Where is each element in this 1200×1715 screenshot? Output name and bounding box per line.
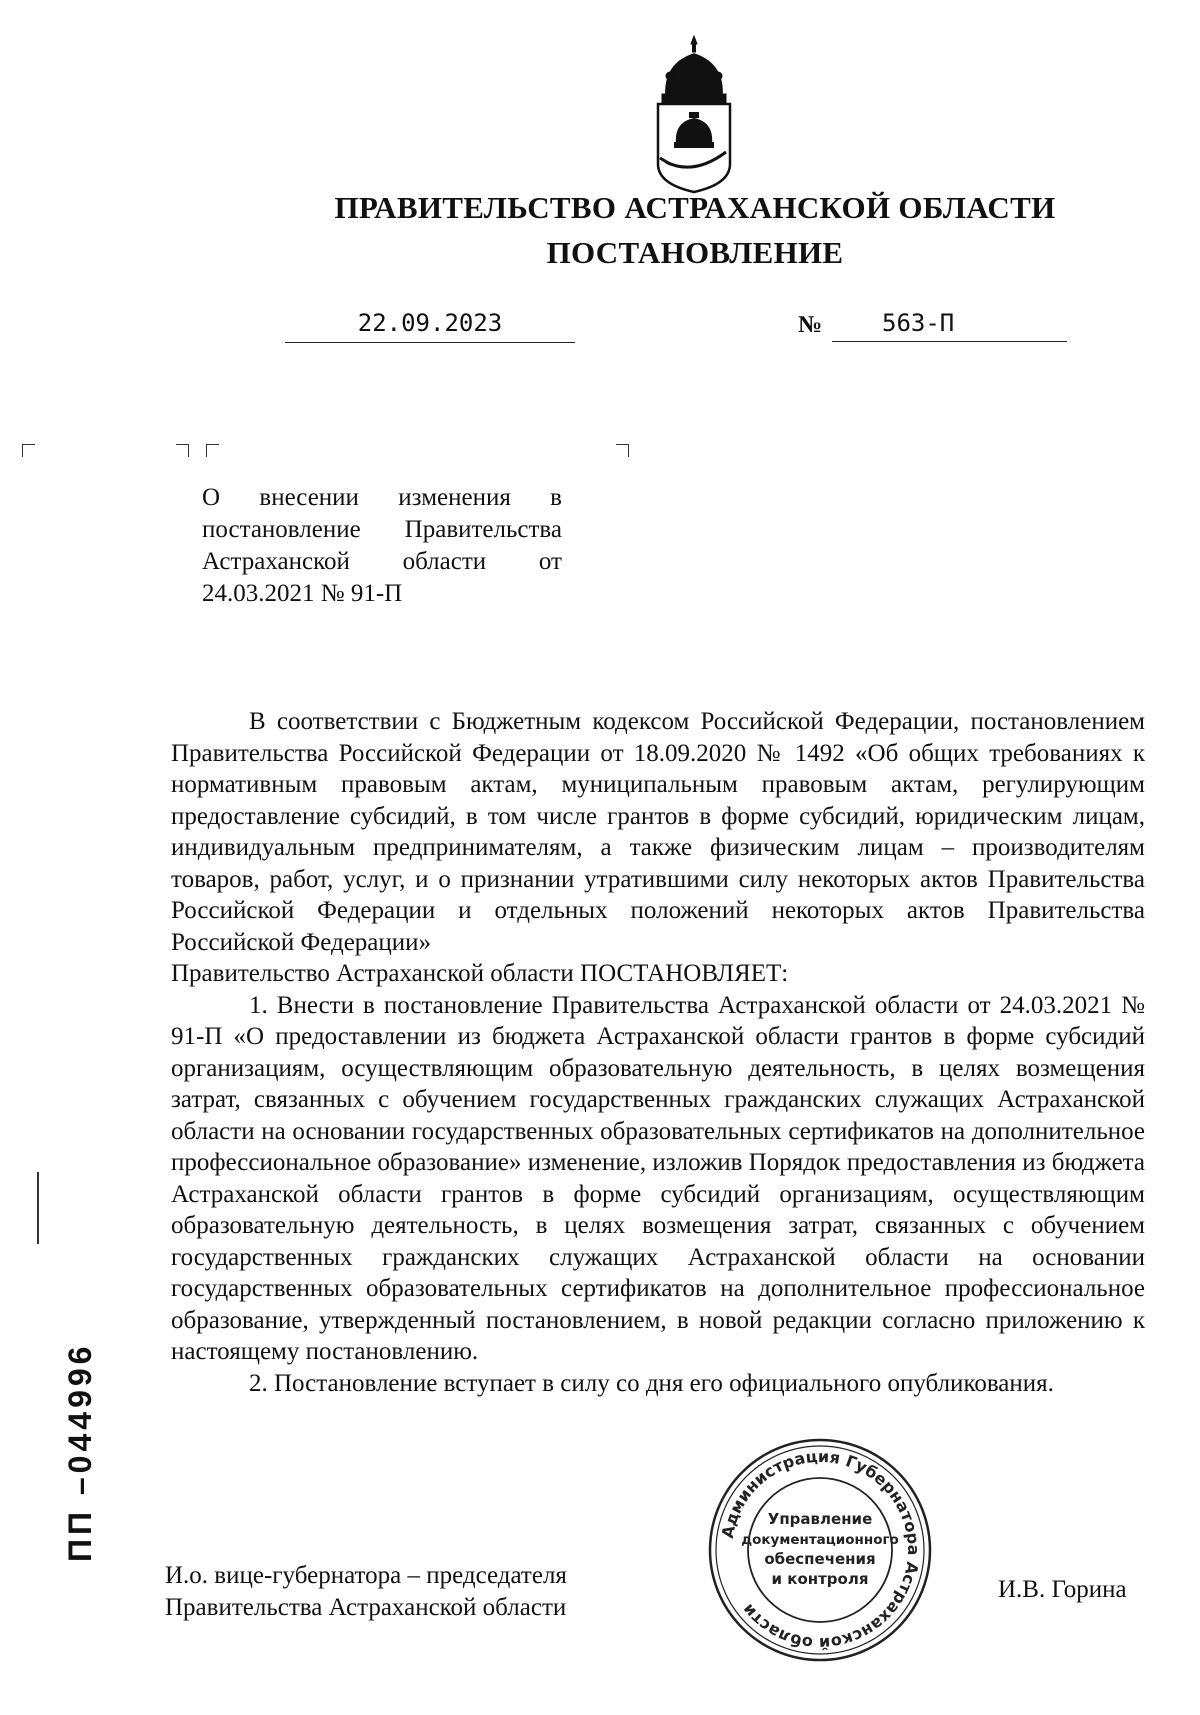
corner-mark — [176, 444, 189, 457]
stamp-line-2: документационного — [741, 1532, 899, 1548]
position-line-1: И.о. вице-губернатора – председателя — [165, 1562, 567, 1589]
number-sign: № — [798, 312, 823, 338]
stamp-line-4: и контроля — [771, 1570, 869, 1588]
document-number: 563-П — [832, 308, 1067, 342]
form-serial-number: ПП –044996 — [62, 1342, 98, 1562]
corner-mark — [206, 444, 219, 457]
official-stamp — [706, 1436, 934, 1664]
document-date: 22.09.2023 — [285, 308, 575, 343]
document-subject: О внесении изменения в постановление Правительства Астраханской области от 24.03.2021 № 91-П — [202, 484, 562, 607]
coat-of-arms-icon — [646, 34, 742, 194]
document-type: ПОСТАНОВЛЕНИЕ — [546, 235, 844, 270]
signatory-position — [165, 1560, 665, 1624]
stamp-outer-text: Администрация Губернатора Астраханской области — [717, 1446, 924, 1654]
item-1-paragraph: 1. Внести в постановление Правительства Астраханской области от 24.03.2021 № 91-П «О предоставлении из бюджета Астраханской области грантов в форме субсидий организациям, осуществляющим образовательную деятельность, в целях возмещения затрат, связанных с обучением государственных гражданских служащих Астраханской области на основании государственных образовательных сертификатов на дополнительное профессиональное образование» изменение, изложив Порядок предоставления из бюджета Астраханской области грантов в форме субсидий организациям, осуществляющим образовательную деятельность, в целях возмещения затрат, связанных с обучением государственных гражданских служащих Астраханской области на основании государственных образовательных сертификатов на дополнительное профессиональное образование, утвержденный постановлением, в новой редакции согласно приложению к настоящему постановлению. — [171, 991, 1145, 1365]
resolution-line: Правительство Астраханской области ПОСТАНОВЛЯЕТ: — [171, 960, 789, 987]
item-2-paragraph: 2. Постановление вступает в силу со дня его официального опубликования. — [249, 1369, 1054, 1397]
corner-mark — [616, 444, 629, 457]
preamble-paragraph: В соответствии с Бюджетным кодексом Российской Федерации, постановлением Правительства Российской Федерации от 18.09.2020 № 1492 «Об общих требованиях к нормативным правовым актам, муниципальным правовым актам, регулирующим предоставление субсидий, в том числе грантов в форме субсидий, юридическим лицам, индивидуальным предпринимателям, а также физическим лицам – производителям товаров, работ, услуг, и о признании утратившими силу некоторых актов Правительства Российской Федерации и отдельных положений некоторых актов Правительства Российской Федерации» — [171, 708, 1145, 956]
signatory-name: И.В. Горина — [998, 1576, 1127, 1603]
stamp-line-3: обеспечения — [764, 1550, 876, 1568]
government-name: ПРАВИТЕЛЬСТВО АСТРАХАНСКОЙ ОБЛАСТИ — [334, 190, 1056, 225]
position-line-2: Правительства Астраханской области — [165, 1594, 567, 1621]
stamp-line-1: Управление — [767, 1510, 873, 1528]
document-body — [171, 706, 1145, 1399]
margin-mark — [37, 1172, 39, 1244]
corner-mark — [22, 444, 35, 457]
